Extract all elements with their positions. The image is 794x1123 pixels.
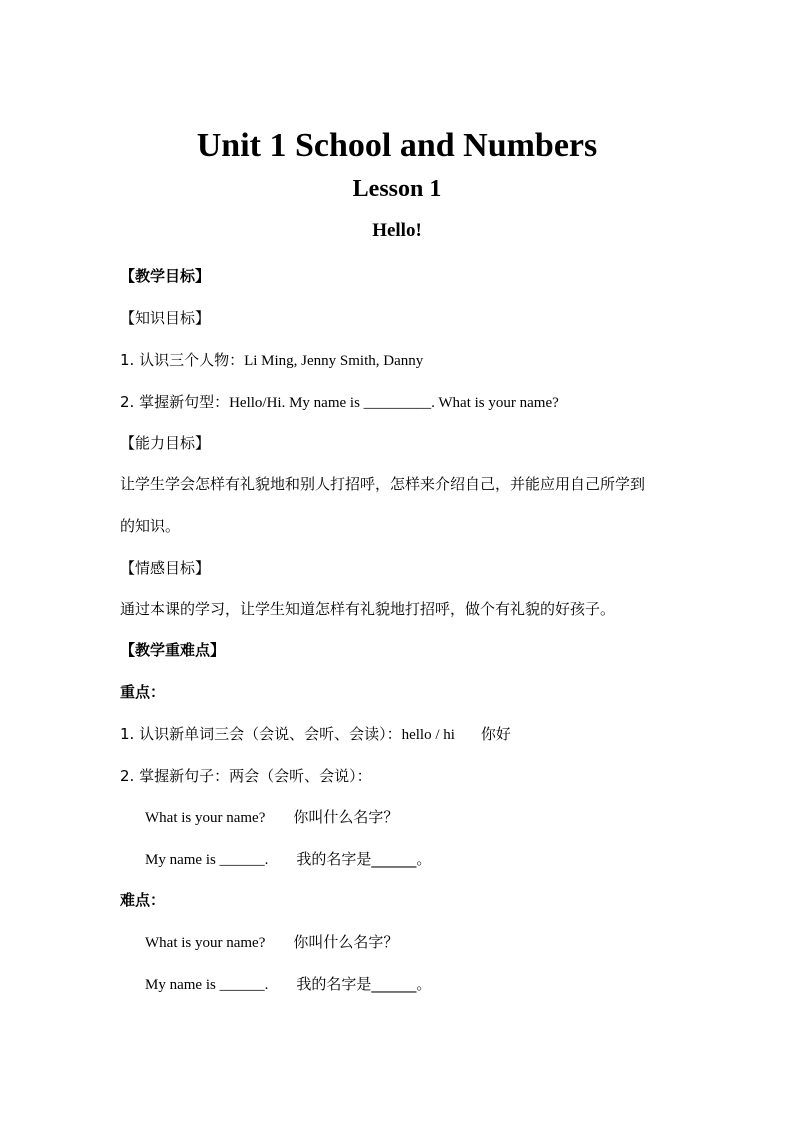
lesson-title: Lesson 1 (352, 176, 442, 202)
difficult-question-en: What is your name? (145, 935, 266, 951)
knowledge-item-1-names: Li Ming, Jenny Smith, Danny (244, 353, 424, 369)
knowledge-item-1-prefix: 1. 认识三个人物： (120, 351, 245, 369)
unit-title: Unit 1 School and Numbers (196, 127, 598, 164)
emotion-heading: 【情感目标】 (120, 559, 211, 577)
ability-heading: 【能力目标】 (120, 434, 211, 452)
key-question-line (145, 806, 398, 827)
key-answer-en: My name is ______. (145, 852, 269, 868)
difficult-points-heading: 难点： (120, 891, 166, 909)
difficult-answer-line (145, 973, 431, 994)
ability-line-1: 让学生学会怎样有礼貌地和别人打招呼，怎样来介绍自己，并能应用自己所学到 (120, 475, 646, 493)
difficult-question-cn: 你叫什么名字？ (293, 933, 399, 951)
key-difficult-heading: 【教学重难点】 (120, 641, 226, 659)
key-item-2: 2. 掌握新句子：两会（会听、会说）： (120, 767, 372, 785)
key-answer-line (145, 848, 431, 869)
difficult-answer-cn: 我的名字是______。 (296, 975, 432, 993)
key-item-1-cn: 你好 (480, 725, 511, 743)
key-answer-cn: 我的名字是______。 (296, 850, 432, 868)
ability-line-2: 的知识。 (120, 517, 181, 535)
key-item-1-prefix: 1. 认识新单词三会（会说、会听、会读）： (120, 725, 402, 743)
key-question-en: What is your name? (145, 810, 266, 826)
knowledge-heading: 【知识目标】 (120, 309, 211, 327)
knowledge-item-2-text: Hello/Hi. My name is _________. What is your name? (229, 395, 559, 411)
lesson-subtitle: Hello! (372, 220, 422, 241)
key-points-heading: 重点： (120, 683, 166, 701)
difficult-answer-en: My name is ______. (145, 977, 269, 993)
key-item-1 (120, 723, 511, 744)
emotion-line-1: 通过本课的学习，让学生知道怎样有礼貌地打招呼，做个有礼貌的好孩子。 (120, 600, 616, 618)
difficult-question-line (145, 931, 398, 952)
knowledge-item-1 (120, 349, 423, 370)
objectives-heading: 【教学目标】 (120, 267, 211, 285)
knowledge-item-2 (120, 391, 559, 412)
knowledge-item-2-prefix: 2. 掌握新句型： (120, 393, 230, 411)
key-question-cn: 你叫什么名字？ (293, 808, 399, 826)
key-item-1-words: hello / hi (401, 727, 455, 743)
